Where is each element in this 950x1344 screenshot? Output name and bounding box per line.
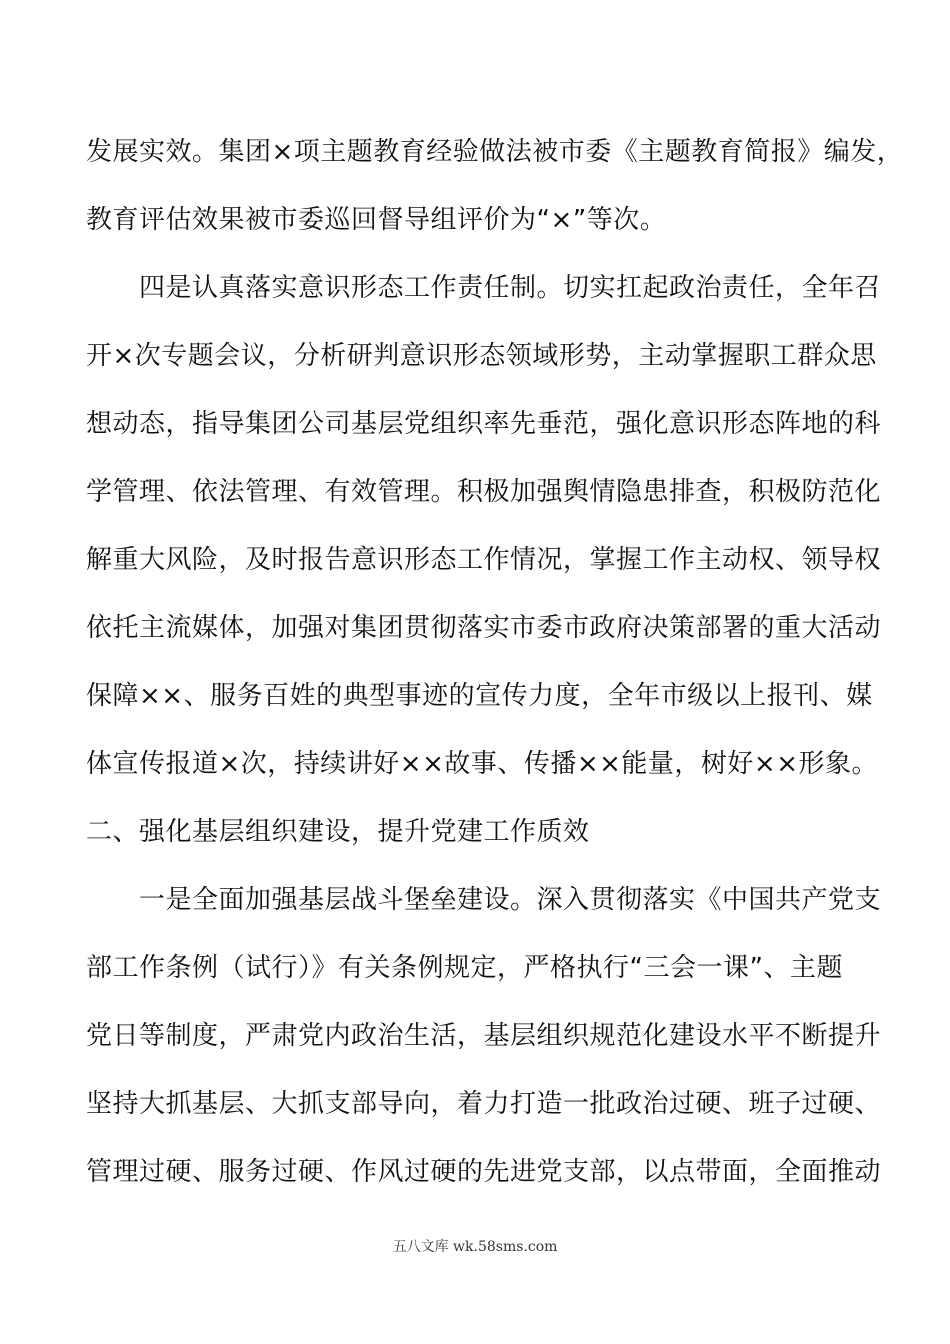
text-line: 依托主流媒体，加强对集团贯彻落实市委市政府决策部署的重大活动 — [86, 613, 882, 643]
text-line: 开×次专题会议，分析研判意识形态领域形势，主动掌握职工群众思 — [86, 341, 877, 371]
text-line: 四是认真落实意识形态工作责任制。切实扛起政治责任，全年召 — [86, 273, 882, 303]
text-line: 学管理、依法管理、有效管理。积极加强舆情隐患排查，积极防范化 — [86, 477, 882, 507]
text-line: 发展实效。集团×项主题教育经验做法被市委《主题教育简报》编发， — [86, 137, 904, 167]
text-line: 一是全面加强基层战斗堡垒建设。深入贯彻落实《中国共产党支 — [86, 885, 882, 915]
text-line: 部工作条例（试行）》有关条例规定，严格执行“三会一课”、主题 — [86, 953, 843, 983]
text-line: 坚持大抓基层、大抓支部导向，着力打造一批政治过硬、班子过硬、 — [86, 1089, 882, 1119]
text-line: 想动态，指导集团公司基层党组织率先垂范，强化意识形态阵地的科 — [86, 409, 882, 439]
section-heading: 二、强化基层组织建设，提升党建工作质效 — [86, 817, 590, 847]
body-text — [86, 118, 904, 1206]
text-line: 解重大风险，及时报告意识形态工作情况，掌握工作主动权、领导权 — [86, 545, 882, 575]
text-line: 体宣传报道×次，持续讲好××故事、传播××能量，树好××形象。 — [86, 749, 878, 779]
text-line: 党日等制度，严肃党内政治生活，基层组织规范化建设水平不断提升 — [86, 1021, 882, 1051]
text-line: 保障××、服务百姓的典型事迹的宣传力度，全年市级以上报刊、媒 — [86, 681, 873, 711]
text-line: 教育评估效果被市委巡回督导组评价为“×”等次。 — [86, 205, 667, 235]
footer-watermark: 五八文库 wk.58sms.com — [392, 1239, 558, 1255]
text-line: 管理过硬、服务过硬、作风过硬的先进党支部，以点带面，全面推动 — [86, 1157, 882, 1187]
